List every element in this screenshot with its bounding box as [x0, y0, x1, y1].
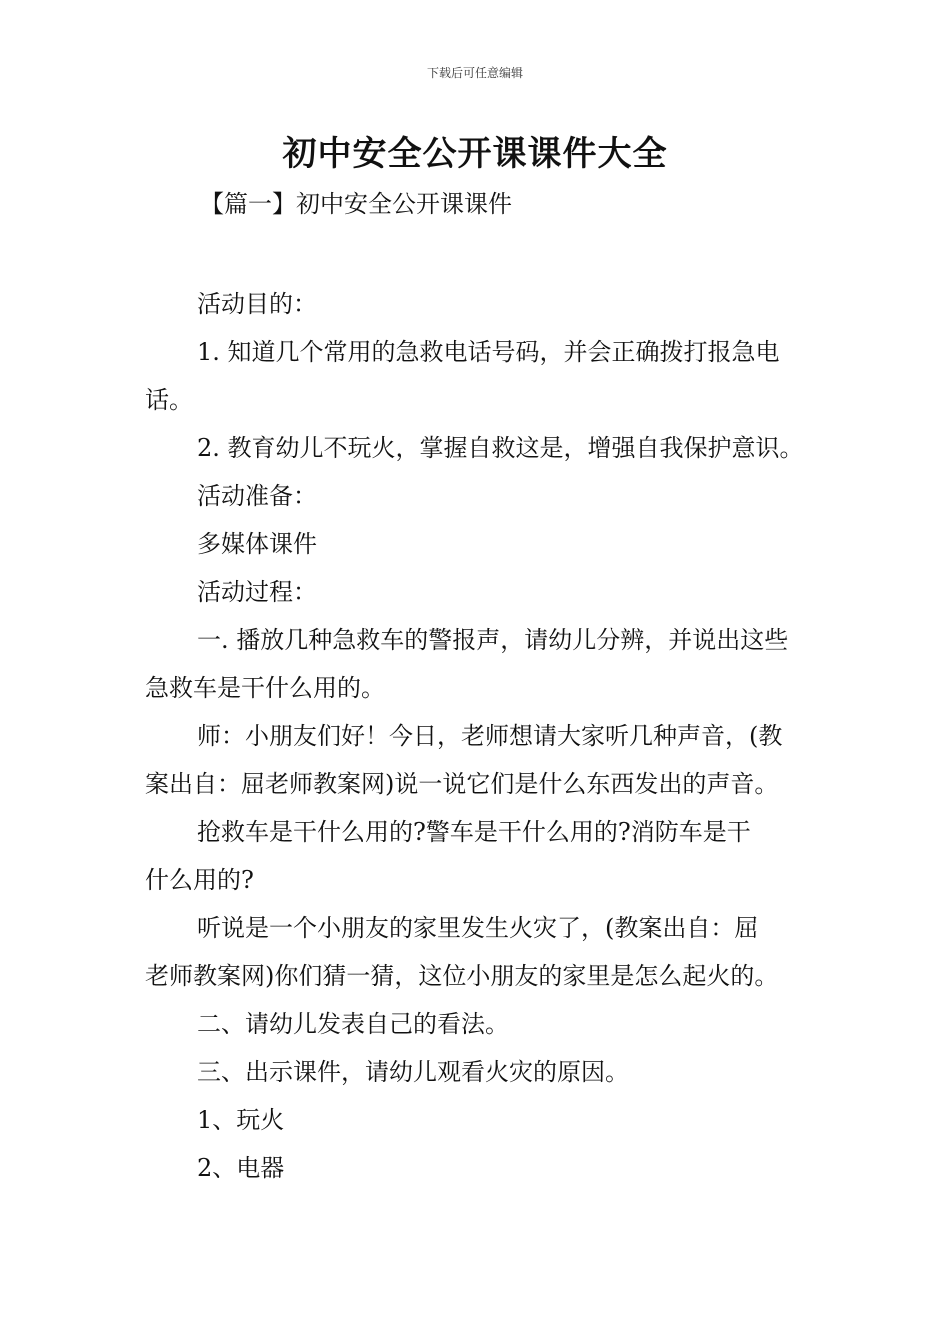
document-body	[145, 280, 810, 1192]
paragraph-line: 老师教案网)你们猜一猜，这位小朋友的家里是怎么起火的。	[145, 962, 779, 990]
paragraph-line: 听说是一个小朋友的家里发生火灾了，(教案出自：屈	[197, 914, 759, 942]
paragraph-line: 2. 教育幼儿不玩火，掌握自救这是，增强自我保护意识。	[197, 434, 804, 462]
paragraph-line: 什么用的?	[145, 866, 254, 894]
paragraph-line: 活动目的：	[197, 290, 317, 318]
paragraph-line: 师：小朋友们好！今日，老师想请大家听几种声音，(教	[197, 722, 783, 750]
paragraph-line: 三、出示课件，请幼儿观看火灾的原因。	[197, 1058, 629, 1086]
paragraph-line: 急救车是干什么用的。	[145, 674, 385, 702]
paragraph-line: 活动准备：	[197, 482, 317, 510]
paragraph-line: 一. 播放几种急救车的警报声，请幼儿分辨，并说出这些	[197, 626, 789, 654]
paragraph-line: 话。	[145, 386, 193, 414]
section-heading: 【篇一】初中安全公开课课件	[200, 190, 512, 218]
paragraph-line: 二、请幼儿发表自己的看法。	[197, 1010, 509, 1038]
paragraph-line: 案出自：屈老师教案网)说一说它们是什么东西发出的声音。	[145, 770, 779, 798]
paragraph-line: 多媒体课件	[197, 530, 317, 558]
paragraph-line: 1. 知道几个常用的急救电话号码，并会正确拨打报急电	[197, 338, 780, 366]
paragraph-line: 抢救车是干什么用的?警车是干什么用的?消防车是干	[197, 818, 751, 846]
page-header-note: 下载后可任意编辑	[426, 66, 523, 80]
paragraph-line: 2、电器	[197, 1154, 285, 1182]
document-title: 初中安全公开课课件大全	[282, 134, 668, 174]
paragraph-line: 1、玩火	[197, 1106, 285, 1134]
paragraph-line: 活动过程：	[197, 578, 317, 606]
